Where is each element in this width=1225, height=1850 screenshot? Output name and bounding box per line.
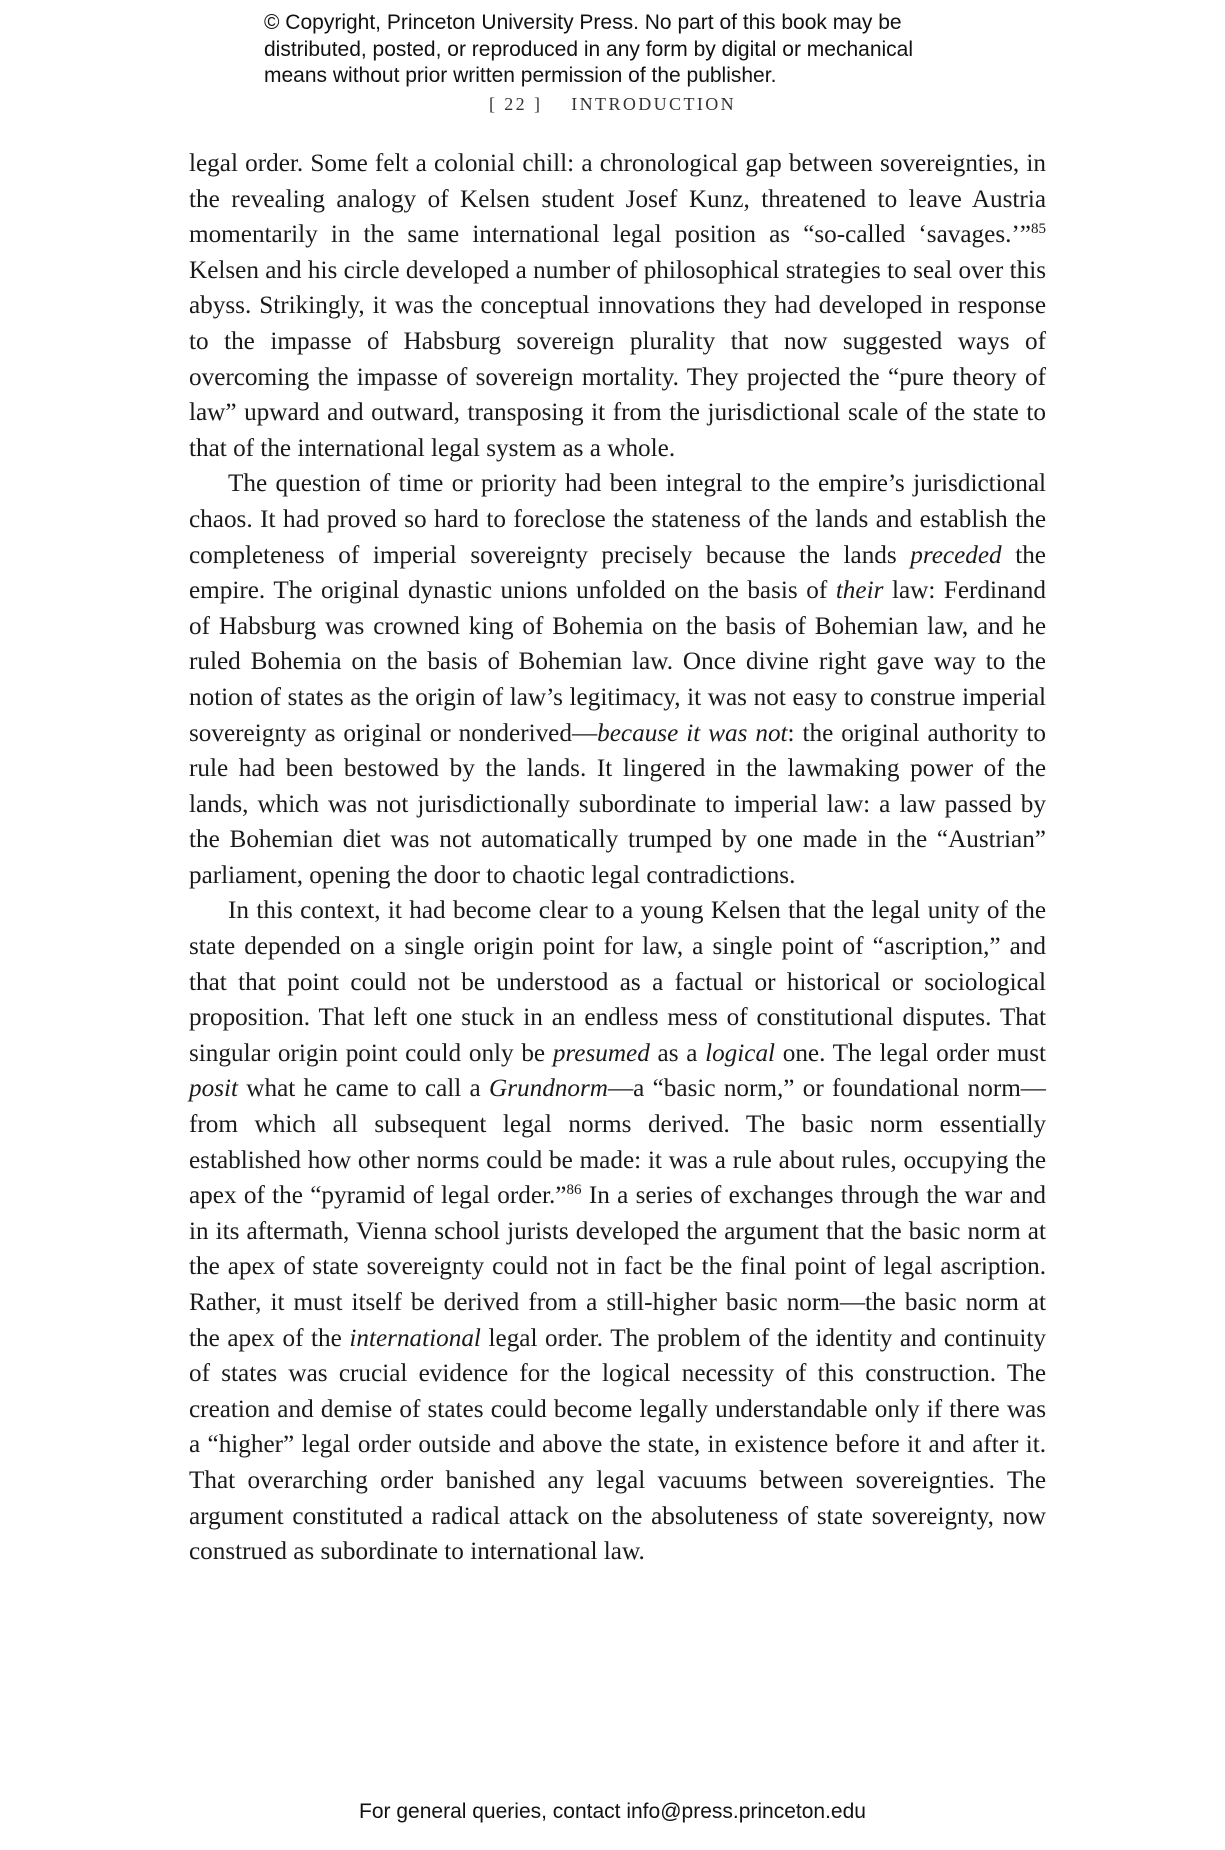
text-run: In this context, it had become clear to a young Kelsen that the legal unity of the state depended on a single origin point for law, a single point of “ascription,” and that that point could not be understood as a factual or historical or sociological proposition. That left one stuck in an endless mess of constitutional disputes. That singular origin point could only be	[189, 897, 1046, 1067]
footnote-ref: 85	[1031, 221, 1046, 238]
footer-contact: For general queries, contact info@press.princeton.edu	[359, 1800, 866, 1823]
text-run: what he came to call a	[238, 1075, 490, 1103]
section-title: INTRODUCTION	[571, 94, 737, 114]
paragraph	[189, 893, 1046, 1569]
text-run: —a “basic norm,” or foundational norm—from which all subsequent legal norms derived. The basic norm essentially established how other norms could be made: it was a rule about rules, occupying the apex of the “pyramid of legal order.”	[189, 1075, 1046, 1210]
copyright-line: distributed, posted, or reproduced in any form by digital or mechanical	[264, 37, 914, 61]
body-text	[189, 146, 1046, 1570]
emphasis-text: international	[349, 1324, 481, 1352]
paragraph	[189, 146, 1046, 466]
text-run: one. The legal order must	[775, 1039, 1046, 1067]
emphasis-text: their	[835, 577, 884, 605]
copyright-notice	[264, 10, 984, 90]
paragraph	[189, 466, 1046, 893]
emphasis-text: presumed	[552, 1039, 650, 1067]
emphasis-text: Grundnorm	[489, 1075, 608, 1103]
copyright-line: means without prior written permission of the publisher.	[264, 64, 777, 87]
text-run: Kelsen and his circle developed a number of philosophical strategies to seal over this abyss. Strikingly, it was the conceptual innovations they had developed in response to the impasse of Habsburg sovereign plurality that now suggested ways of overcoming the impasse of sovereign mortality. They projected the “pure theory of law” upward and outward, transposing it from the jurisdictional scale of the state to that of the international legal system as a whole.	[189, 256, 1046, 462]
emphasis-text: posit	[189, 1075, 238, 1103]
text-run: as a	[649, 1039, 706, 1067]
footnote-ref: 86	[566, 1182, 582, 1199]
emphasis-text: because it was not	[597, 719, 788, 747]
running-head	[0, 94, 1225, 115]
text-run: : the original authority to rule had been bestowed by the lands. It lingered in the lawmaking power of the lands, which was not jurisdictionally subordinate to imperial law: a law passed by the Bohemian diet was not automatically trumped by one made in the “Austrian” parliament, opening the door to chaotic legal contradictions.	[189, 719, 1047, 889]
emphasis-text: preceded	[910, 541, 1002, 569]
text-run: law: Ferdinand of Habsburg was crowned king of Bohemia on the basis of Bohemian law, and he ruled Bohemia on the basis of Bohemian law. Once divine right gave way to the notion of states as the origin of law’s legitimacy, it was not easy to construe imperial sovereignty as original or nonderived—	[189, 577, 1046, 747]
text-run: the empire. The original dynastic unions unfolded on the basis of	[189, 541, 1046, 605]
text-run: legal order. The problem of the identity and continuity of states was crucial evidence for the logical necessity of this construction. The creation and demise of states could become legally understandable only if there was a “higher” legal order outside and above the state, in existence before it and after it. That overarching order banished any legal vacuums between sovereignties. The argument constituted a radical attack on the absoluteness of state sovereignty, now construed as subordinate to international law.	[189, 1324, 1046, 1566]
text-run: In a series of exchanges through the war and in its aftermath, Vienna school jurists developed the argument that the basic norm at the apex of state sovereignty could not in fact be the final point of legal ascription. Rather, it must itself be derived from a still-higher basic norm—the basic norm at the apex of the	[189, 1182, 1047, 1352]
emphasis-text: logical	[705, 1039, 776, 1067]
text-run: The question of time or priority had been integral to the empire’s jurisdictional chaos. It had proved so hard to foreclose the stateness of the lands and establish the completeness of imperial sovereignty precisely because the lands	[189, 470, 1046, 569]
page-number: [ 22 ]	[488, 94, 543, 114]
text-run: legal order. Some felt a colonial chill: a chronological gap between sovereignties, in the revealing analogy of Kelsen student Josef Kunz, threatened to leave Austria momentarily in the same international legal position as “so-called ‘savages.’”	[189, 150, 1046, 249]
copyright-line: © Copyright, Princeton University Press. No part of this book may be	[264, 11, 902, 34]
